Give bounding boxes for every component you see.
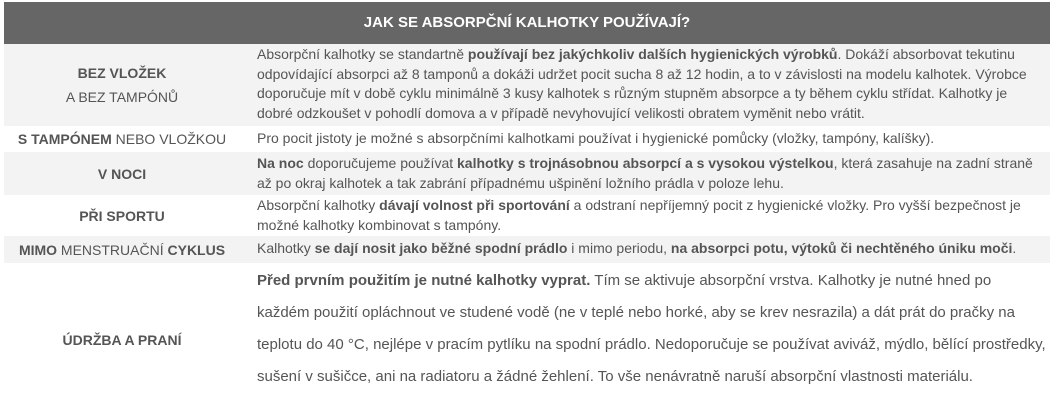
text-bold: Na noc	[257, 155, 304, 171]
table-row-care	[4, 263, 1050, 417]
row-label	[4, 195, 240, 236]
row-label	[4, 44, 240, 126]
row-label	[4, 126, 240, 152]
table-row-with-tampon	[4, 126, 1050, 152]
row-label-bold: CYKLUS	[167, 241, 226, 258]
row-text	[257, 239, 1046, 259]
row-label	[4, 152, 240, 195]
text-span: doporučujeme používat	[303, 155, 458, 171]
table-row-sport	[4, 195, 1050, 236]
row-label-bold: MIMO	[18, 241, 58, 258]
text-bold: dávají volnost při sportování	[379, 197, 570, 213]
text-span: Absorpční kalhotky se standartně	[257, 46, 468, 62]
row-label-bold: S TAMPÓNEM	[17, 131, 112, 147]
row-label	[4, 236, 240, 263]
row-label-text	[18, 127, 226, 151]
text-bold: kalhotky s trojnásobnou absorpcí a s vysokou výstelkou	[457, 155, 834, 171]
table-row-night	[4, 152, 1050, 195]
text-span: Tím se aktivuje absorpční vrstva. Kalhotky je nutné hned po každém použití opláchnout ve studené vodě (ne v teplé nebo horké, aby se krev nesrazila) a dát prát do pračky na teplotu do 40 °C, nejlépe v pracím pytlíku na spodní prádlo. Nedoporučuje se používat aviváž, mýdlo, bělící prostředky, sušení v sušičce, ani na radiatoru a žádné žehlení. To vše nenávratně naruší absorpční vlastnosti materiálu.	[257, 272, 1046, 385]
text-span: Kalhotky	[257, 240, 315, 256]
row-label-text: PŘI SPORTU	[79, 207, 165, 224]
row-label-text: ÚDRŽBA A PRANÍ	[62, 332, 182, 348]
text-bold: na absorpci potu, výtoků či nechtěného úniku moči	[670, 240, 1013, 256]
text-span: Absorpční kalhotky	[257, 197, 380, 213]
text-span: .	[1012, 240, 1017, 256]
row-text	[257, 154, 1046, 193]
text-span: i mimo periodu,	[567, 240, 671, 256]
row-text	[257, 265, 1046, 393]
row-label-line1: BEZ VLOŽEK	[77, 65, 167, 81]
table-row-no-pads	[4, 44, 1050, 126]
text-bold: Před prvním použitím je nutné kalhotky vyprat.	[257, 272, 591, 289]
row-label-text	[19, 238, 225, 262]
row-label-rest: NEBO VLOŽKOU	[111, 131, 227, 147]
text-bold: používají bez jakýchkoliv dalších hygienických výrobků	[467, 46, 838, 62]
row-text	[257, 196, 1046, 235]
table-header: JAK SE ABSORPČNÍ KALHOTKY POUŽÍVAJÍ?	[4, 2, 1050, 44]
usage-table	[2, 0, 1052, 417]
text-span: Pro pocit jistoty je možné s absorpčními kalhotkami používat i hygienické pomůcky (vložky, tampóny, kalíšky).	[257, 130, 935, 146]
text-bold: se dají nosit jako běžné spodní prádlo	[314, 240, 568, 256]
text-span: , která zasahuje na zadní straně až po okraj kalhotek a tak zabrání případnému ušpinění ložního prádla v poloze lehu.	[257, 155, 1033, 191]
text-span: a odstraní nepříjemný pocit z hygienické vložky. Pro vyšší bezpečnost je možné kalhotky kombinovat s tampóny.	[257, 197, 1021, 233]
text-span: . Dokáží absorbovat tekutinu odpovídající absorpci až 8 tamponů a dokáži udržet pocit sucha 8 až 12 hodin, a to v závislosti na modelu kalhotek. Výrobce doporučuje mít v době cyklu minimálně 3 kusy kalhotek s různým stupněm absorpce a ty během cyklu střídat. Kalhotky je dobré odzkoušet v pohodlí domova a v případě nevyhovující velikosti obratem vyměnit nebo vrátit.	[257, 46, 1027, 121]
row-text	[257, 45, 1046, 123]
row-label-mid: MENSTRUAČNÍ	[57, 241, 168, 258]
row-label-text: V NOCI	[97, 165, 147, 182]
table-row-outside-cycle	[4, 236, 1050, 263]
row-text	[257, 129, 1046, 149]
row-label	[4, 263, 240, 417]
row-label-line2: A BEZ TAMPÓNŮ	[65, 89, 179, 105]
